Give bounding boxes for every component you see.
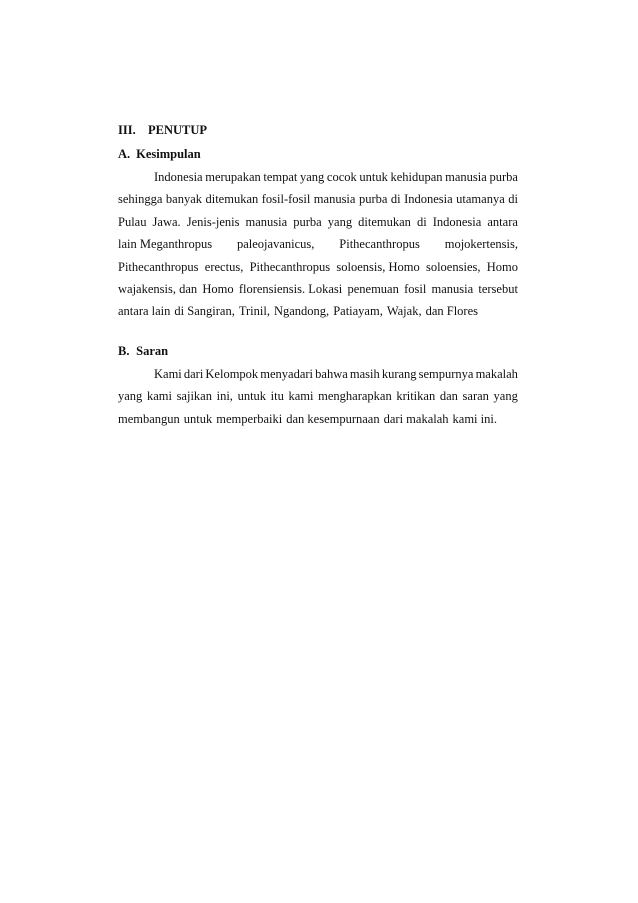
paragraph-word: kami bbox=[288, 389, 314, 404]
paragraph-word: wajakensis, dan bbox=[118, 281, 198, 296]
paragraph-word: paleojavanicus, bbox=[236, 237, 315, 252]
section-b-letter: B. bbox=[118, 343, 130, 358]
paragraph-word: Wajak, bbox=[386, 304, 422, 319]
paragraph-word: Pulau bbox=[118, 214, 147, 229]
paragraph-word: Ngandong, bbox=[273, 304, 330, 319]
paragraph-word: purba bbox=[489, 170, 518, 184]
paragraph-word: kehidupan bbox=[390, 170, 443, 184]
paragraph-word: penemuan bbox=[347, 281, 399, 296]
section-b-title: Saran bbox=[136, 343, 169, 358]
paragraph-word: Pithecanthropus bbox=[339, 237, 420, 252]
paragraph-word: Indonesia bbox=[432, 214, 482, 229]
paragraph-word: kritikan bbox=[396, 389, 436, 404]
paragraph-word: di bbox=[416, 214, 427, 229]
paragraph-word: itu bbox=[270, 389, 284, 404]
paragraph-word: masih bbox=[349, 366, 380, 381]
paragraph-word: fosil-fosil bbox=[261, 192, 311, 207]
paragraph-word: sempurnya bbox=[418, 366, 474, 381]
paragraph-word: lain Meganthropus bbox=[118, 237, 213, 252]
paragraph-word: yang bbox=[493, 389, 518, 404]
paragraph-word: Kami bbox=[154, 366, 182, 381]
paragraph-word: cocok bbox=[326, 170, 357, 184]
saran-paragraph bbox=[118, 363, 518, 430]
paragraph-word: tersebut bbox=[478, 281, 518, 296]
paragraph-word: ini, bbox=[216, 389, 233, 404]
paragraph-line bbox=[118, 166, 518, 188]
paragraph-word: untuk bbox=[237, 389, 267, 404]
paragraph-word: untuk bbox=[183, 411, 213, 426]
paragraph-line bbox=[118, 385, 518, 407]
kesimpulan-paragraph bbox=[118, 166, 518, 323]
paragraph-line bbox=[118, 233, 518, 255]
paragraph-line bbox=[118, 256, 518, 278]
paragraph-line bbox=[118, 188, 518, 210]
paragraph-word: ditemukan bbox=[358, 214, 411, 229]
chapter-number: III. bbox=[118, 123, 136, 137]
paragraph-word: Pithecanthropus bbox=[118, 259, 199, 274]
paragraph-word: di bbox=[390, 192, 401, 207]
paragraph-word: dari bbox=[183, 366, 204, 381]
paragraph-word: mengharapkan bbox=[318, 389, 392, 404]
paragraph-word: florensiensis. Lokasi bbox=[238, 281, 343, 296]
paragraph-word: Kelompok bbox=[205, 366, 259, 381]
chapter-title: PENUTUP bbox=[148, 123, 208, 137]
paragraph-word: membangun bbox=[118, 411, 180, 426]
paragraph-word: manusia bbox=[445, 170, 487, 184]
paragraph-word: kurang bbox=[381, 366, 417, 381]
paragraph-word: soloensis, Homo bbox=[336, 259, 420, 274]
paragraph-word: yang bbox=[327, 214, 353, 229]
paragraph-word: Homo bbox=[486, 259, 518, 274]
paragraph-word: utamanya bbox=[456, 192, 505, 207]
paragraph-word: dan Flores bbox=[425, 304, 479, 319]
paragraph-word: kami ini. bbox=[452, 411, 497, 426]
paragraph-word: yang bbox=[118, 389, 143, 404]
paragraph-word: soloensies, bbox=[425, 259, 481, 274]
paragraph-word: sehingga bbox=[118, 192, 163, 207]
paragraph-word: Pithecanthropus bbox=[249, 259, 331, 274]
paragraph-word: manusia bbox=[313, 192, 356, 207]
paragraph-word: Jenis-jenis bbox=[186, 214, 240, 229]
paragraph-word: purba bbox=[293, 214, 322, 229]
paragraph-word: di bbox=[508, 192, 518, 207]
paragraph-word: mojokertensis, bbox=[444, 237, 518, 252]
paragraph-line bbox=[118, 363, 518, 385]
paragraph-word: dari makalah bbox=[383, 411, 449, 426]
paragraph-word: fosil bbox=[404, 281, 427, 296]
paragraph-word: bahwa bbox=[315, 366, 348, 381]
paragraph-word: merupakan bbox=[205, 170, 261, 184]
paragraph-word: memperbaiki bbox=[216, 411, 283, 426]
page-content bbox=[118, 118, 518, 430]
paragraph-word: untuk bbox=[359, 170, 388, 184]
paragraph-word: Homo bbox=[202, 281, 234, 296]
paragraph-word: purba bbox=[358, 192, 388, 207]
paragraph-word: kami bbox=[146, 389, 172, 404]
paragraph-word: yang bbox=[299, 170, 325, 184]
paragraph-word: Patiayam, bbox=[333, 304, 383, 319]
section-a-heading bbox=[118, 142, 518, 166]
paragraph-word: dan bbox=[439, 389, 458, 404]
paragraph-word: dan kesempurnaan bbox=[286, 411, 380, 426]
paragraph-word: di Sangiran, bbox=[174, 304, 235, 319]
paragraph-word: ditemukan bbox=[205, 192, 259, 207]
paragraph-word: manusia bbox=[245, 214, 288, 229]
paragraph-word: Indonesia bbox=[404, 192, 453, 207]
paragraph-line bbox=[118, 211, 518, 233]
paragraph-word: antara lain bbox=[118, 304, 171, 319]
paragraph-word: Trinil, bbox=[238, 304, 270, 319]
paragraph-word: erectus, bbox=[204, 259, 244, 274]
paragraph-word: manusia bbox=[431, 281, 474, 296]
paragraph-word: tempat bbox=[263, 170, 298, 184]
paragraph-word: menyadari bbox=[260, 366, 314, 381]
paragraph-word: banyak bbox=[165, 192, 203, 207]
section-spacer bbox=[118, 323, 518, 339]
paragraph-line bbox=[118, 278, 518, 300]
paragraph-word: Indonesia bbox=[154, 170, 203, 184]
paragraph-word: makalah bbox=[475, 366, 518, 381]
section-a-letter: A. bbox=[118, 147, 131, 161]
paragraph-word: Jawa. bbox=[152, 214, 181, 229]
paragraph-line bbox=[118, 408, 518, 430]
chapter-heading bbox=[118, 118, 518, 142]
paragraph-word: saran bbox=[462, 389, 489, 404]
section-b-heading bbox=[118, 339, 518, 363]
paragraph-line bbox=[118, 300, 518, 322]
paragraph-word: antara bbox=[487, 214, 518, 229]
paragraph-word: sajikan bbox=[176, 389, 212, 404]
section-a-title: Kesimpulan bbox=[136, 147, 201, 161]
